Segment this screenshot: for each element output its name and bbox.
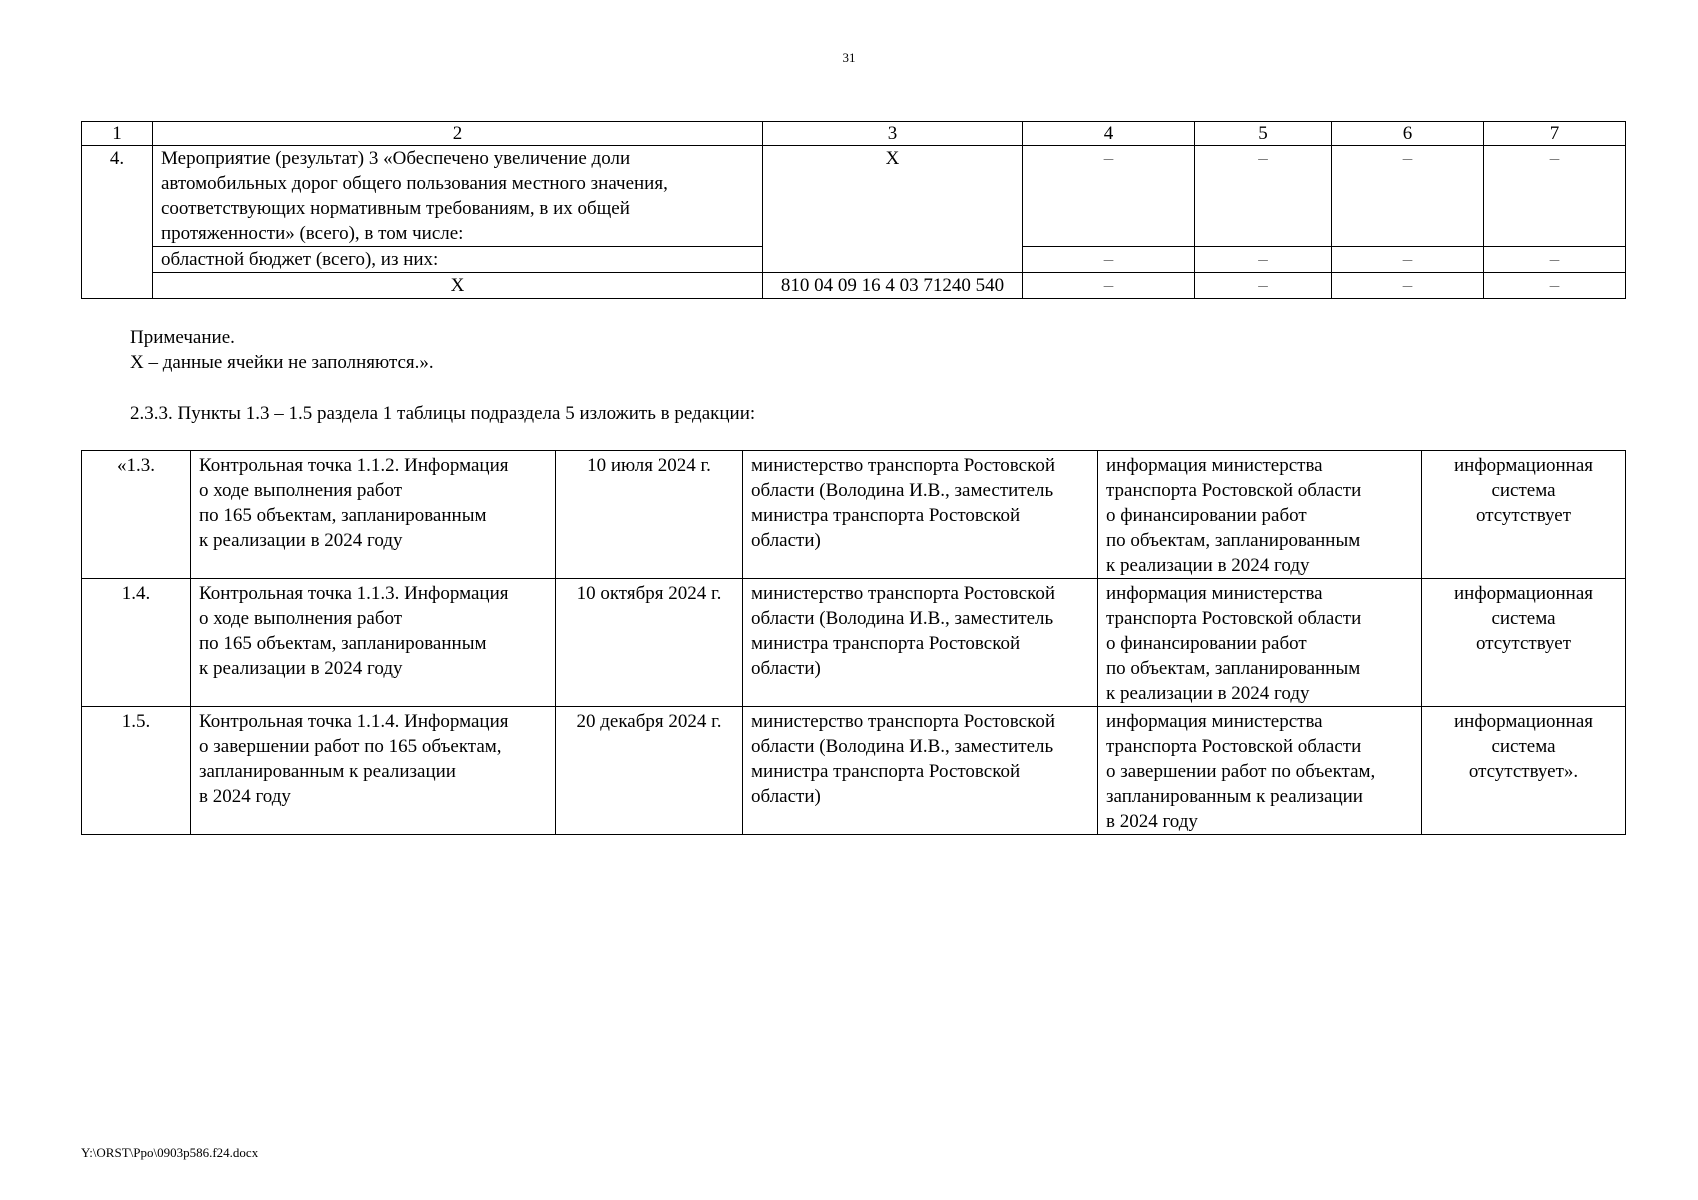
note-title: Примечание. (130, 327, 235, 348)
item-number-cell: 1.4. (82, 579, 191, 707)
footer-file-path: Y:\ORST\Ppo\0903p586.f24.docx (81, 1145, 259, 1160)
header-cell: 3 (763, 122, 1023, 146)
page-number: 31 (842, 50, 856, 65)
table-header-row (82, 122, 1626, 146)
value-cell: – (1195, 273, 1332, 299)
information-system-cell: информационная система отсутствует (1422, 579, 1626, 707)
budget-classification-code: 810 04 09 16 4 03 71240 540 (763, 273, 1023, 299)
control-point-cell: Контрольная точка 1.1.4. Информация о завершении работ по 165 объектам, запланированным к реализации в 2024 году (191, 707, 556, 835)
note-text: X – данные ячейки не заполняются.». (130, 352, 434, 373)
table-row (82, 273, 1626, 299)
document-cell: информация министерства транспорта Ростовской области о финансировании работ по объектам, запланированным к реализации в 2024 году (1098, 451, 1422, 579)
table-row (82, 146, 1626, 247)
document-cell: информация министерства транспорта Ростовской области о финансировании работ по объектам, запланированным к реализации в 2024 году (1098, 579, 1422, 707)
header-cell: 4 (1023, 122, 1195, 146)
event-code-cell: X (763, 146, 1023, 273)
amendment-instruction: 2.3.3. Пункты 1.3 – 1.5 раздела 1 таблицы подраздела 5 изложить в редакции: (130, 403, 756, 424)
budget-description-cell: областной бюджет (всего), из них: (153, 247, 763, 273)
responsible-cell: министерство транспорта Ростовской области (Володина И.В., заместитель министра транспорта Ростовской области) (743, 579, 1098, 707)
date-cell: 20 декабря 2024 г. (556, 707, 743, 835)
value-cell: – (1484, 247, 1626, 273)
control-point-cell: Контрольная точка 1.1.3. Информация о ходе выполнения работ по 165 объектам, запланированным к реализации в 2024 году (191, 579, 556, 707)
control-point-cell: Контрольная точка 1.1.2. Информация о ходе выполнения работ по 165 объектам, запланированным к реализации в 2024 году (191, 451, 556, 579)
date-cell: 10 октября 2024 г. (556, 579, 743, 707)
row-number-cell: 4. (82, 146, 153, 299)
value-cell: – (1195, 247, 1332, 273)
value-cell: – (1023, 273, 1195, 299)
header-cell: 5 (1195, 122, 1332, 146)
value-cell: – (1484, 146, 1626, 247)
table-row (82, 707, 1626, 835)
header-cell: 2 (153, 122, 763, 146)
information-system-cell: информационная система отсутствует». (1422, 707, 1626, 835)
item-number-cell: 1.5. (82, 707, 191, 835)
value-cell: – (1332, 247, 1484, 273)
value-cell: – (1332, 146, 1484, 247)
value-cell: – (1195, 146, 1332, 247)
item-number-cell: «1.3. (82, 451, 191, 579)
header-cell: 6 (1332, 122, 1484, 146)
value-cell: – (1332, 273, 1484, 299)
document-cell: информация министерства транспорта Ростовской области о завершении работ по объектам, запланированным к реализации в 2024 году (1098, 707, 1422, 835)
control-points-table (81, 450, 1626, 835)
event-description-cell: Мероприятие (результат) 3 «Обеспечено увеличение доли автомобильных дорог общего пользования местного значения, соответствующих нормативным требованиям, в их общей протяженности» (всего), в том числе: (153, 146, 763, 247)
header-cell: 7 (1484, 122, 1626, 146)
header-cell: 1 (82, 122, 153, 146)
value-cell: – (1023, 146, 1195, 247)
responsible-cell: министерство транспорта Ростовской области (Володина И.В., заместитель министра транспорта Ростовской области) (743, 707, 1098, 835)
date-cell: 10 июля 2024 г. (556, 451, 743, 579)
funding-table (81, 121, 1626, 299)
code-description-cell: X (153, 273, 763, 299)
value-cell: – (1023, 247, 1195, 273)
value-cell: – (1484, 273, 1626, 299)
table-row (82, 451, 1626, 579)
table-row (82, 579, 1626, 707)
responsible-cell: министерство транспорта Ростовской области (Володина И.В., заместитель министра транспорта Ростовской области) (743, 451, 1098, 579)
information-system-cell: информационная система отсутствует (1422, 451, 1626, 579)
